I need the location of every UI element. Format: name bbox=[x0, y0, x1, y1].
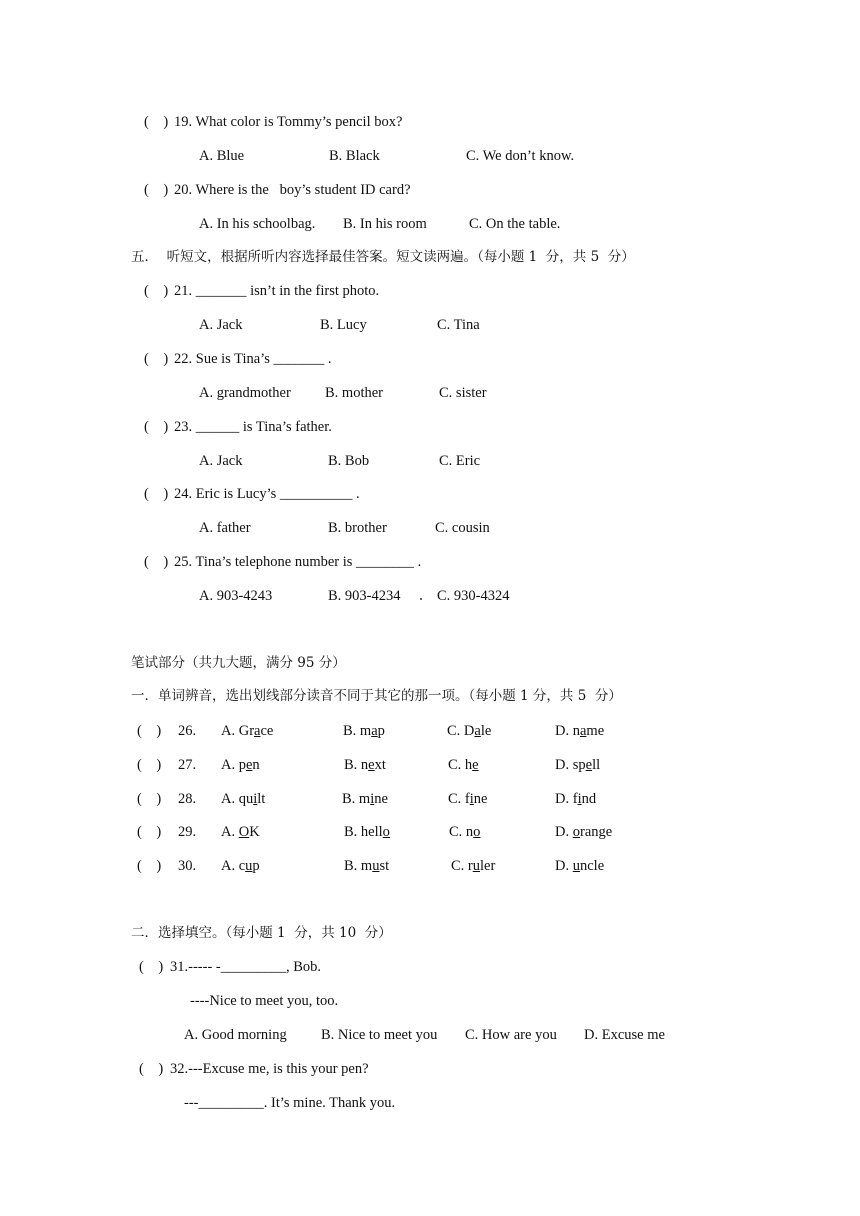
q24-bracket: ( ) bbox=[144, 486, 169, 502]
q23-option-c: C. Eric bbox=[439, 453, 481, 469]
phonics-option-a: A. cup bbox=[221, 858, 260, 874]
phonics-option-a: A. Grace bbox=[221, 723, 274, 739]
q24-option-a: A. father bbox=[199, 520, 251, 536]
section2-title: 二．选择填空。（每小题 1 分，共 10 分） bbox=[131, 925, 392, 941]
q22-option-b: B. mother bbox=[325, 385, 383, 401]
q24-option-c: C. cousin bbox=[435, 520, 490, 536]
phonics-option-a: A. quilt bbox=[221, 791, 266, 807]
phonics-option-d: D. find bbox=[555, 791, 597, 807]
q23-stem: 23. ______ is Tina’s father. bbox=[174, 419, 332, 435]
q22-bracket: ( ) bbox=[144, 351, 169, 367]
q23-option-a: A. Jack bbox=[199, 453, 243, 469]
phonics-number: 30. bbox=[178, 858, 197, 874]
phonics-option-c: C. fine bbox=[448, 791, 488, 807]
phonics-option-b: B. map bbox=[343, 723, 385, 739]
phonics-option-c: C. Dale bbox=[447, 723, 492, 739]
phonics-option-b: B. mine bbox=[342, 791, 388, 807]
q21-stem: 21. _______ isn’t in the first photo. bbox=[174, 283, 380, 299]
q32-reply: ---_________. It’s mine. Thank you. bbox=[184, 1095, 396, 1111]
q25-option-b: B. 903-4234 bbox=[328, 588, 401, 604]
phonics-option-d: D. orange bbox=[555, 824, 613, 840]
q20-bracket: ( ) bbox=[144, 182, 169, 198]
section5-title: 五． 听短文，根据所听内容选择最佳答案。短文读两遍。（每小题 1 分，共 5 分） bbox=[131, 249, 635, 265]
q19-bracket: ( ) bbox=[144, 114, 169, 130]
phonics-bracket: ( ) bbox=[137, 858, 162, 874]
q24-stem: 24. Eric is Lucy’s __________ . bbox=[174, 486, 360, 502]
phonics-bracket: ( ) bbox=[137, 757, 162, 773]
q21-option-c: C. Tina bbox=[437, 317, 480, 333]
phonics-number: 29. bbox=[178, 824, 197, 840]
q25-option-c: C. 930-4324 bbox=[437, 588, 510, 604]
q25-stem: 25. Tina’s telephone number is ________ . bbox=[174, 554, 422, 570]
phonics-bracket: ( ) bbox=[137, 824, 162, 840]
q31-stem: 31.----- -_________, Bob. bbox=[170, 959, 322, 975]
stray-dot bbox=[420, 598, 422, 600]
q21-option-a: A. Jack bbox=[199, 317, 243, 333]
q20-option-a: A. In his schoolbag. bbox=[199, 216, 316, 232]
q20-option-b: B. In his room bbox=[343, 216, 427, 232]
phonics-option-d: D. spell bbox=[555, 757, 601, 773]
phonics-option-a: A. OK bbox=[221, 824, 260, 840]
q20-option-c: C. On the table. bbox=[469, 216, 561, 232]
phonics-number: 27. bbox=[178, 757, 197, 773]
phonics-option-b: B. hello bbox=[344, 824, 390, 840]
phonics-option-b: B. must bbox=[344, 858, 390, 874]
q31-option-d: D. Excuse me bbox=[584, 1027, 665, 1043]
q31-reply: ----Nice to meet you, too. bbox=[190, 993, 339, 1009]
phonics-option-c: C. he bbox=[448, 757, 479, 773]
phonics-number: 28. bbox=[178, 791, 197, 807]
phonics-option-b: B. next bbox=[344, 757, 386, 773]
phonics-option-c: C. ruler bbox=[451, 858, 496, 874]
phonics-bracket: ( ) bbox=[137, 791, 162, 807]
q19-stem: 19. What color is Tommy’s pencil box? bbox=[174, 114, 403, 130]
q21-option-b: B. Lucy bbox=[320, 317, 367, 333]
q23-bracket: ( ) bbox=[144, 419, 169, 435]
q31-bracket: ( ) bbox=[139, 959, 164, 975]
written-part-header: 笔试部分（共九大题，满分 95 分） bbox=[131, 655, 346, 671]
phonics-bracket: ( ) bbox=[137, 723, 162, 739]
q23-option-b: B. Bob bbox=[328, 453, 370, 469]
q32-bracket: ( ) bbox=[139, 1061, 164, 1077]
q24-option-b: B. brother bbox=[328, 520, 387, 536]
q31-option-a: A. Good morning bbox=[184, 1027, 287, 1043]
q22-option-c: C. sister bbox=[439, 385, 487, 401]
q20-stem: 20. Where is the boy’s student ID card? bbox=[174, 182, 411, 198]
section1-title: 一．单词辨音，选出划线部分读音不同于其它的那一项。（每小题 1 分，共 5 分） bbox=[131, 688, 622, 704]
phonics-option-c: C. no bbox=[449, 824, 481, 840]
q31-option-b: B. Nice to meet you bbox=[321, 1027, 438, 1043]
q25-bracket: ( ) bbox=[144, 554, 169, 570]
q21-bracket: ( ) bbox=[144, 283, 169, 299]
phonics-number: 26. bbox=[178, 723, 197, 739]
q19-option-a: A. Blue bbox=[199, 148, 245, 164]
q22-option-a: A. grandmother bbox=[199, 385, 291, 401]
q19-option-c: C. We don’t know. bbox=[466, 148, 575, 164]
q19-option-b: B. Black bbox=[329, 148, 380, 164]
q22-stem: 22. Sue is Tina’s _______ . bbox=[174, 351, 332, 367]
q31-option-c: C. How are you bbox=[465, 1027, 557, 1043]
phonics-option-d: D. uncle bbox=[555, 858, 605, 874]
q32-stem: 32.---Excuse me, is this your pen? bbox=[170, 1061, 369, 1077]
phonics-option-a: A. pen bbox=[221, 757, 260, 773]
phonics-option-d: D. name bbox=[555, 723, 605, 739]
q25-option-a: A. 903-4243 bbox=[199, 588, 273, 604]
